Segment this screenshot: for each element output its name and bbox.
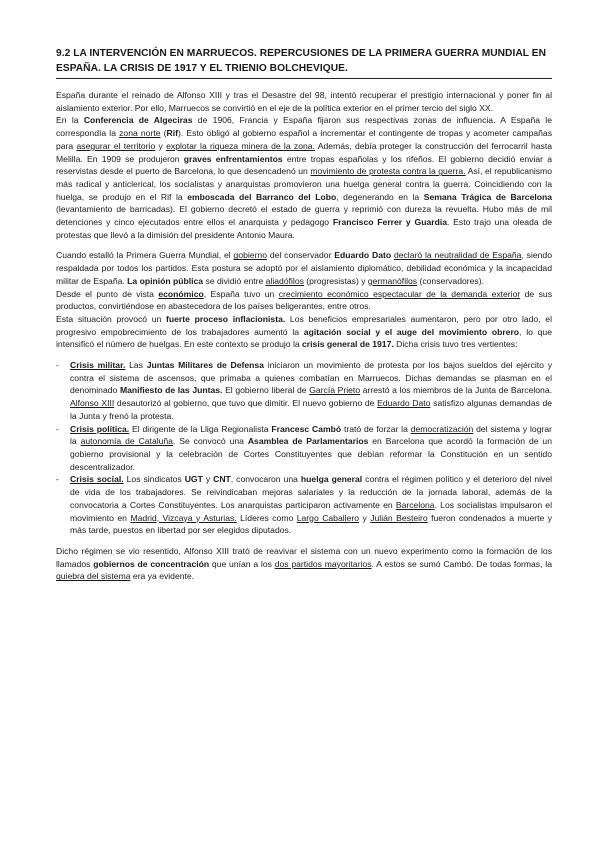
- text-run: quiebra del sistema: [56, 571, 131, 582]
- paragraph-neutrality: [56, 249, 552, 287]
- paragraph-inflation: [56, 313, 552, 351]
- paragraph-gap: [56, 241, 552, 249]
- text-run: democratización: [410, 423, 474, 434]
- text-run: , convocaron una: [230, 474, 301, 485]
- text-run: Barcelona: [395, 499, 435, 510]
- text-run: Dicha crisis tuvo tres vertientes:: [393, 339, 518, 350]
- text-run: UGT: [184, 474, 203, 485]
- text-run: del conservador: [267, 250, 335, 261]
- text-run: Los beneficios empresariales aumentaron, pero por otro lado, el progresivo empobrecimiento de los trabajadores aumentó la: [56, 313, 552, 337]
- text-run: Eduardo Dato: [334, 250, 392, 261]
- text-run: gobiernos de concentración: [93, 558, 210, 569]
- text-run: Cuando estalló la Primera Guerra Mundial, el: [56, 250, 234, 261]
- paragraph-intro: [56, 89, 552, 114]
- text-run: en Barcelona que acordó la formación de un gobierno provisional y la celebración de Cortes Constituyentes que debían reformar la Constitución en un sentido descentralizador.: [70, 436, 552, 472]
- bullet-dash: -: [56, 474, 59, 485]
- text-run: Eduardo Dato: [377, 398, 431, 409]
- text-run: El dirigente de la Lliga Regionalista: [129, 423, 272, 434]
- text-run: Semana Trágica de Barcelona: [423, 191, 553, 202]
- text-run: germanófilos: [367, 275, 418, 286]
- text-run: Alfonso XIII: [70, 398, 115, 409]
- text-run: del sistema y lograr la: [70, 423, 552, 447]
- text-run: Julián Besteiro: [370, 512, 428, 523]
- list-item-social-crisis: [56, 473, 552, 537]
- text-run: , siendo respaldada por todos los partidos. Esta postura se adoptó por el aislamiento diplomático, debilidad económica y la incapacidad militar de España.: [56, 250, 552, 286]
- text-run: , lo que intensificó el número de huelgas. En este contexto se produjo la: [56, 326, 552, 350]
- document-title: 9.2 LA INTERVENCIÓN EN MARRUECOS. REPERCUSIONES DE LA PRIMERA GUERRA MUNDIAL EN ESPAÑA. LA CRISIS DE 1917 Y EL TRIENIO BOLCHEVIQUE.: [56, 46, 552, 79]
- text-run: económico: [158, 288, 204, 299]
- text-run: de 1906, Francia y España fijaron sus respectivas zonas de influencia. A España le correspondía la: [56, 115, 552, 139]
- text-run: arrestó a los miembros de la Junta de Barcelona.: [360, 385, 553, 396]
- text-run: emboscada del Barranco del Lobo: [187, 191, 337, 202]
- text-run: y: [202, 474, 214, 485]
- text-run: graves enfrentamientos: [183, 153, 283, 164]
- text-run: . Se convocó una: [172, 436, 248, 447]
- text-run: España durante el reinado de Alfonso XIII y tras el Desastre del 98, intentó recuperar el prestigio internacional y poner fin al aislamiento exterior. Por ello, Marruecos se convirtió en el eje de la política exterior en el primer tercio del siglo XX.: [56, 90, 552, 113]
- text-run: se dividió entre: [203, 275, 266, 286]
- text-run: Conferencia de Algeciras: [83, 115, 193, 126]
- paragraph-gap: [56, 351, 552, 359]
- text-run: iniciaron un movimiento de protesta por los bajos sueldos del ejército y contra el sistema de ascensos, que primaba a quienes combatían en Marruecos. Dichas demandas se plasman en el denominado: [70, 360, 552, 396]
- text-run: Francesc Cambó: [271, 423, 342, 434]
- text-run: crecimiento económico espectacular de la demanda exterior: [278, 288, 521, 299]
- text-run: La opinión pública: [127, 275, 204, 286]
- text-run: huelga general: [300, 474, 363, 485]
- text-run: declaró la neutralidad de España: [393, 250, 522, 261]
- text-run: que unían a los: [209, 558, 275, 569]
- text-run: Crisis militar.: [70, 360, 126, 371]
- paragraph-gap: [56, 537, 552, 545]
- text-run: Madrid, Vizcaya y Asturias.: [130, 512, 237, 523]
- bullet-dash: -: [56, 360, 59, 371]
- text-run: Líderes como: [236, 512, 297, 523]
- text-run: asegurar el territorio: [76, 140, 156, 151]
- text-run: (levantamiento de barricadas). El gobierno decretó el estado de guerra y reprimió con dureza la revuelta. Hubo más de mil detenciones y cinco ejecutados entre ellos el anarquista y pedagogo: [56, 204, 552, 228]
- list-item-text: [70, 423, 552, 474]
- text-run: Esta situación provocó un: [56, 313, 167, 324]
- text-run: , degenerando en la: [336, 191, 424, 202]
- text-run: Rif: [166, 128, 178, 139]
- text-run: . Esto trajo una oleada de protestas que llevó a la dimisión del presidente Antonio Maura.: [56, 217, 552, 240]
- text-run: (conservadores).: [417, 275, 484, 286]
- text-run: satisfizo algunas demandas de la Junta y frenó la protesta.: [70, 398, 553, 421]
- text-run: Crisis social.: [70, 474, 124, 485]
- text-run: fueron condenados a muerte y más tarde, puestos en libertad por ser elegidos diputados.: [70, 512, 553, 536]
- text-run: fuerte proceso inflacionista.: [166, 313, 286, 324]
- text-run: agitación social y el auge del movimiento obrero: [303, 326, 520, 337]
- text-run: . A estos se sumó Cambó. De todas formas, la: [371, 558, 552, 569]
- bullet-dash: -: [56, 423, 59, 434]
- text-run: Así, el republicanismo más radical y anticlerical, los socialistas y anarquistas promovieron una huelga general contra la guerra. Coincidiendo con la huelga, se produjo en el Rif la: [56, 166, 552, 202]
- text-run: era ya evidente.: [130, 571, 195, 582]
- list-item-text: [70, 473, 552, 537]
- text-run: . Los socialistas impulsaron el movimiento en: [70, 499, 552, 523]
- text-run: En la: [56, 115, 84, 126]
- text-run: desautorizó al gobierno, que tuvo que dimitir. El nuevo gobierno de: [114, 398, 378, 409]
- text-run: Además, debía proteger la construcción del ferrocarril hasta Melilla. En 1909 se produjeron: [56, 140, 553, 164]
- text-run: García Prieto: [309, 385, 361, 396]
- text-run: Desde el punto de vista: [56, 288, 159, 299]
- text-run: trató de forzar la: [341, 423, 411, 434]
- text-run: y: [358, 512, 371, 523]
- text-run: (: [160, 128, 167, 139]
- text-run: Asamblea de Parlamentarios: [247, 436, 369, 447]
- text-run: ). Esto obligó al gobierno español a incrementar el contingente de tropas y acometer campañas para: [56, 128, 552, 151]
- text-run: movimiento de protesta contra la guerra.: [310, 166, 466, 177]
- text-run: de sus productos, convirtiéndose en abastecedora de los países beligerantes, entre otros.: [56, 288, 553, 312]
- text-run: CNT: [213, 474, 231, 485]
- text-run: autonomía de Cataluña: [80, 436, 173, 447]
- text-run: crisis general de 1917.: [302, 339, 394, 350]
- text-run: gobierno: [233, 250, 267, 261]
- text-run: contra el régimen político y el deterioro del nivel de vida de los trabajadores. Se reivindicaban mejoras salariales y la reducción de la jornada laboral, además de la convocatoria a Cortes Constituyentes. Los anarquistas participaron activamente en: [70, 474, 553, 510]
- text-run: Francisco Ferrer y Guardia: [332, 217, 447, 228]
- text-run: explotar la riqueza minera de la zona.: [166, 140, 315, 151]
- text-run: aliadófilos: [265, 275, 304, 286]
- text-run: Dicho régimen se vio resentido, Alfonso XIII trató de reavivar el sistema con un nuevo experimento como la formación de los llamados: [56, 545, 552, 569]
- text-run: Los sindicatos: [123, 474, 185, 485]
- text-run: entre tropas españolas y los rifeños. El gobierno decidió enviar a reservistas desde el puerto de Barcelona, lo que desencadenó un: [56, 153, 553, 177]
- text-run: Juntas Militares de Defensa: [146, 360, 264, 371]
- text-run: y: [155, 140, 167, 151]
- paragraph-algeciras: [56, 114, 552, 241]
- text-run: Manifiesto de las Juntas.: [119, 385, 223, 396]
- text-run: zona norte: [119, 128, 161, 139]
- list-item-military-crisis: [56, 359, 552, 423]
- paragraph-economy: [56, 288, 552, 313]
- text-run: dos partidos mayoritarios: [274, 558, 372, 569]
- list-item-political-crisis: [56, 423, 552, 474]
- text-run: (progresistas) y: [303, 275, 368, 286]
- text-run: Largo Caballero: [296, 512, 359, 523]
- text-run: Las: [125, 360, 147, 371]
- text-run: , España tuvo un: [203, 288, 279, 299]
- text-run: Crisis política.: [70, 423, 130, 434]
- text-run: El gobierno liberal de: [222, 385, 310, 396]
- list-item-text: [70, 359, 552, 423]
- paragraph-conclusion: [56, 545, 552, 583]
